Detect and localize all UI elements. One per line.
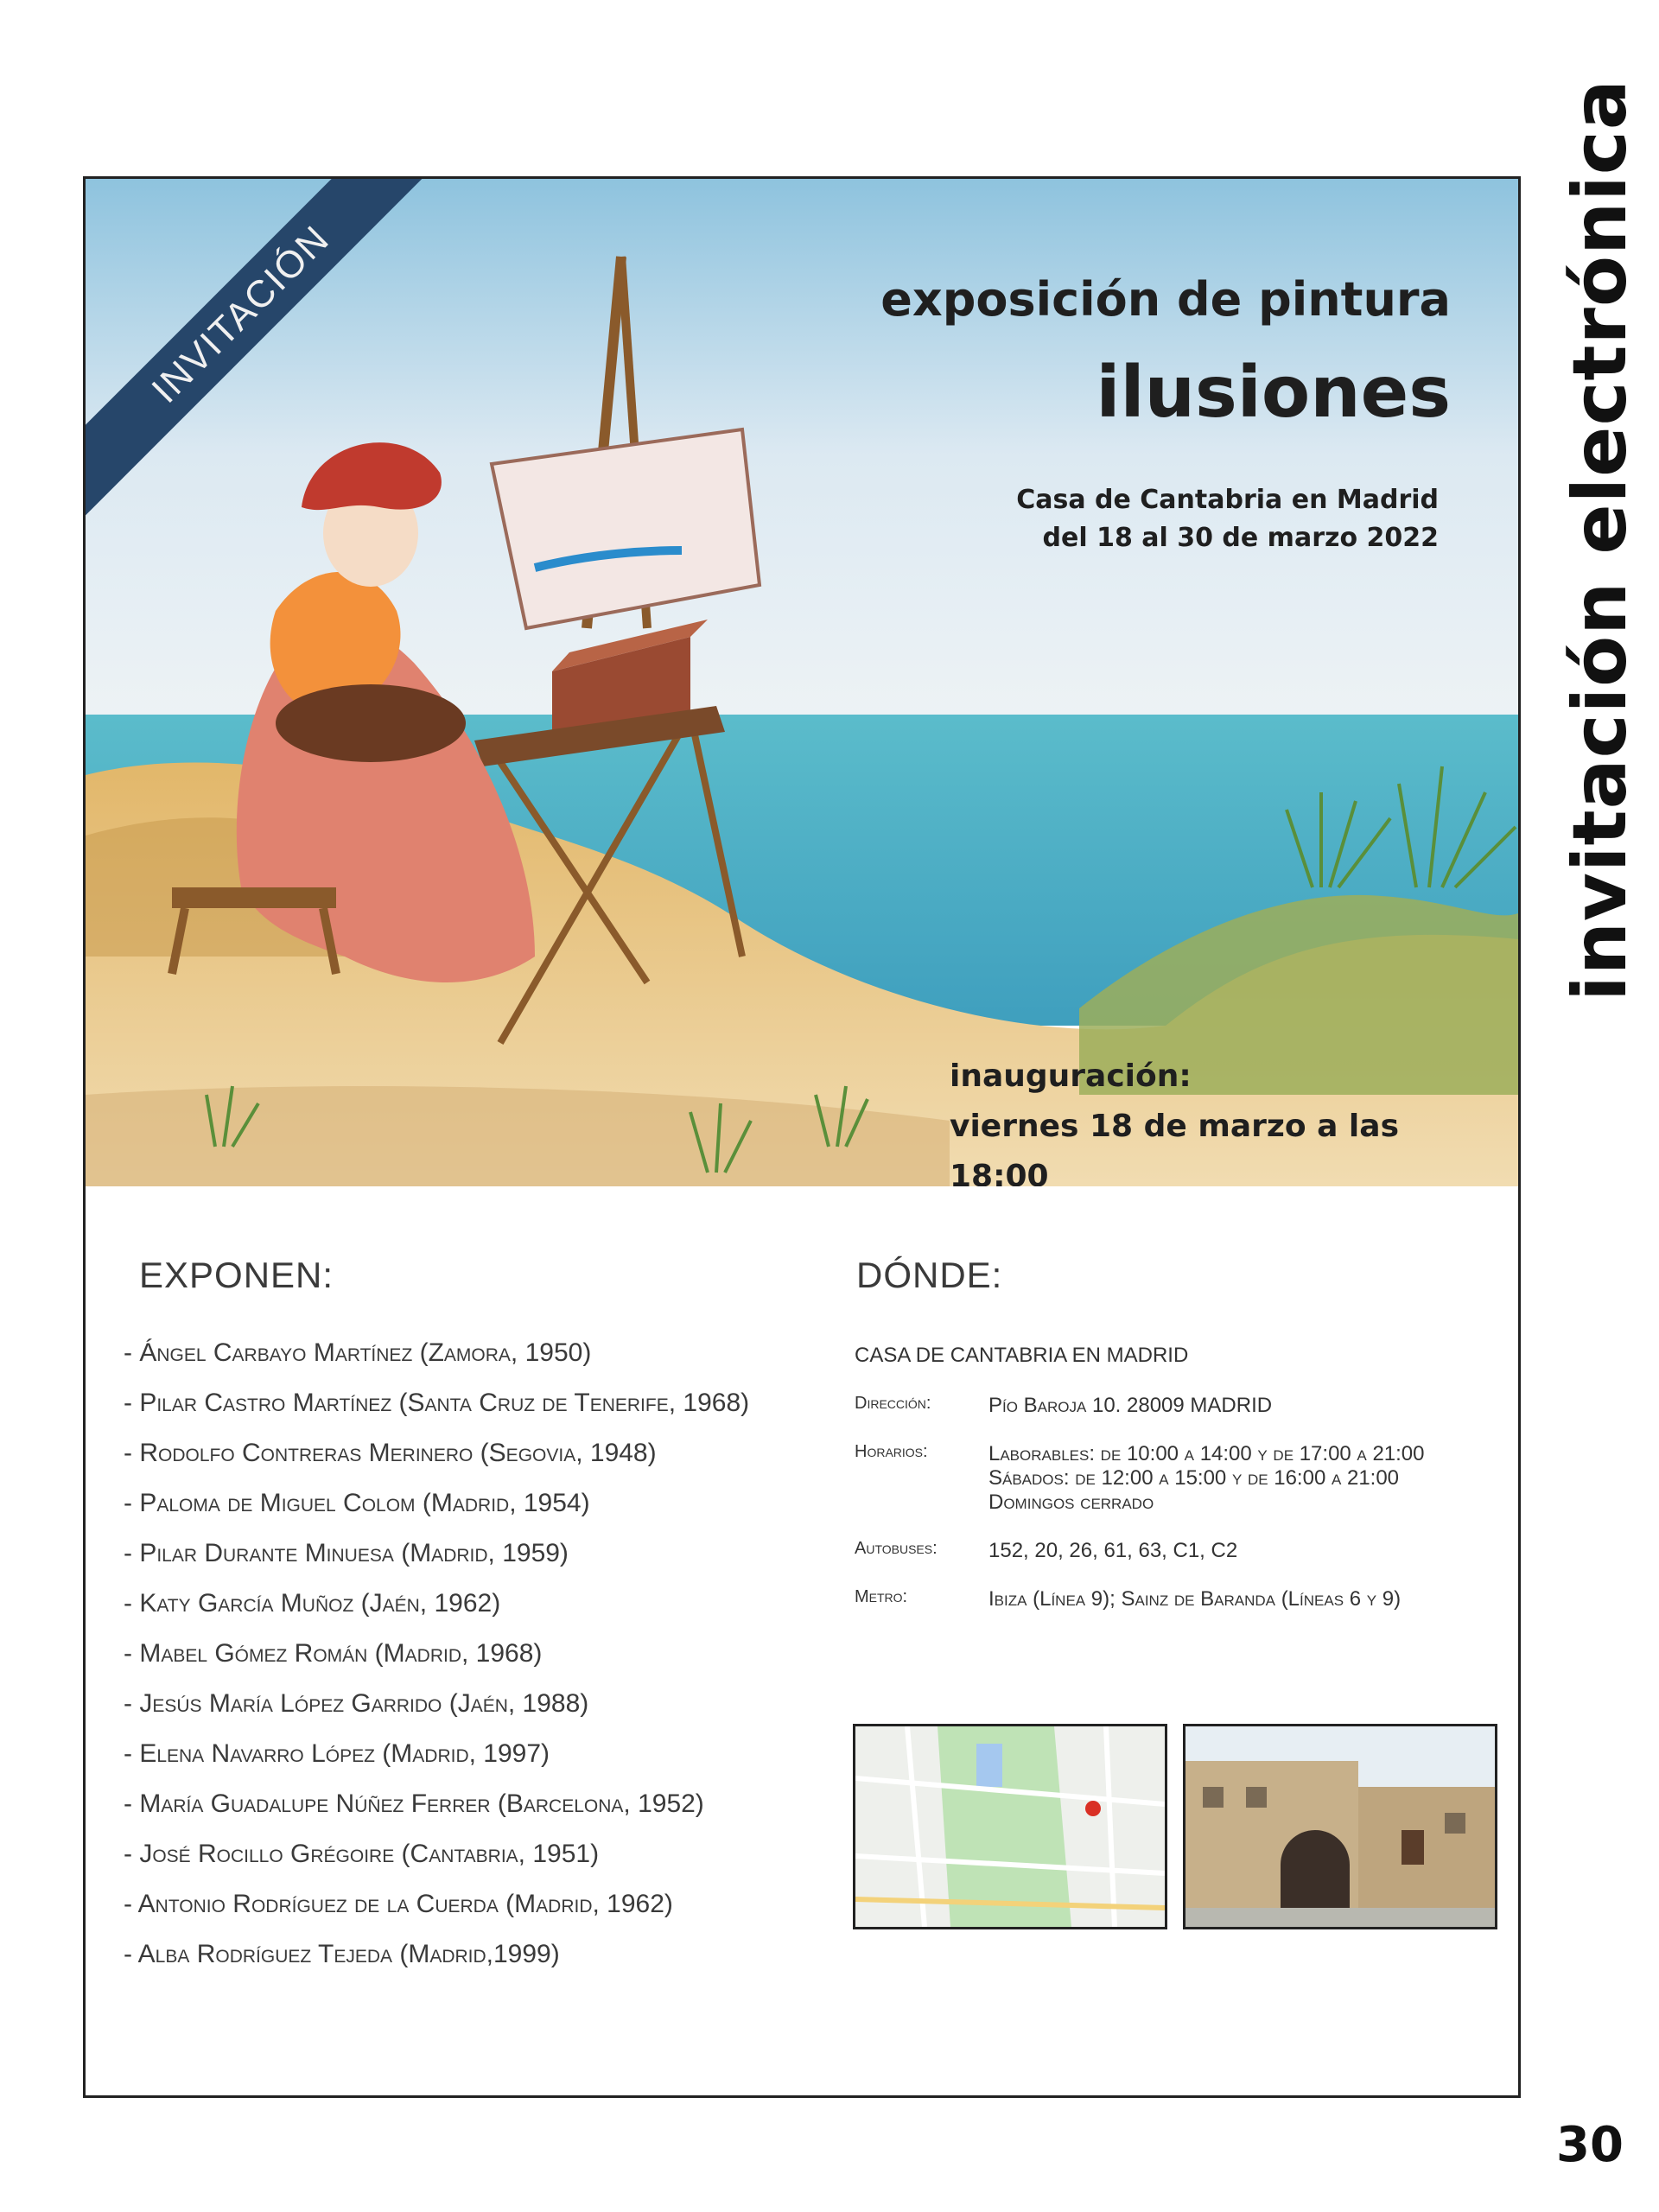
map-icon <box>855 1726 1165 1927</box>
list-item: - Rodolfo Contreras Merinero (Segovia, 1948) <box>124 1439 657 1467</box>
exhibitors-heading: EXPONEN: <box>139 1255 334 1295</box>
side-title: invitación electrónica <box>1557 79 1643 1001</box>
metro-label: Metro: <box>855 1587 908 1606</box>
metro-value: Ibiza (Línea 9); Sainz de Baranda (Líneas 6 y 9) <box>988 1587 1402 1611</box>
poster-artwork <box>86 179 1518 1186</box>
exhibitors-list <box>124 1328 749 1980</box>
where-heading: DÓNDE: <box>856 1255 1003 1295</box>
watercolor-painting <box>86 179 1518 1186</box>
list-item: - Katy García Muñoz (Jaén, 1962) <box>124 1589 501 1618</box>
hours-row <box>855 1442 1425 1515</box>
page-number: 30 <box>1556 2117 1624 2173</box>
poster-dates: del 18 al 30 de marzo 2022 <box>1042 523 1439 553</box>
hours-saturday: Sábados: de 12:00 a 15:00 y de 16:00 a 21:00 <box>988 1466 1400 1490</box>
invitation-card <box>83 176 1521 2098</box>
invitation-ribbon: INVITACIÓN <box>86 179 447 520</box>
poster-subtitle: exposición de pintura <box>880 272 1451 327</box>
where-venue: CASA DE CANTABRIA EN MADRID <box>855 1344 1189 1367</box>
poster-opening <box>950 1052 1451 1186</box>
list-item: - María Guadalupe Núñez Ferrer (Barcelona, 1952) <box>124 1789 704 1818</box>
opening-label: inauguración: <box>950 1058 1192 1094</box>
list-item: - Elena Navarro López (Madrid, 1997) <box>124 1739 550 1768</box>
address-label: Dirección: <box>855 1394 931 1413</box>
bus-row <box>855 1539 1425 1563</box>
poster-venue-dates <box>1016 481 1439 557</box>
list-item: - Pilar Durante Minuesa (Madrid, 1959) <box>124 1539 569 1567</box>
where-details <box>855 1344 1425 1636</box>
metro-row <box>855 1587 1425 1611</box>
list-item: - Paloma de Miguel Colom (Madrid, 1954) <box>124 1489 590 1517</box>
poster-venue: Casa de Cantabria en Madrid <box>1016 485 1439 515</box>
address-value: Pío Baroja 10. 28009 MADRID <box>988 1394 1273 1417</box>
list-item: - Mabel Gómez Román (Madrid, 1968) <box>124 1639 543 1668</box>
list-item: - Alba Rodríguez Tejeda (Madrid,1999) <box>124 1940 560 1968</box>
list-item: - José Rocillo Grégoire (Cantabria, 1951) <box>124 1840 600 1868</box>
hours-weekdays: Laborables: de 10:00 a 14:00 y de 17:00 a 21:00 <box>988 1442 1425 1465</box>
hours-label: Horarios: <box>855 1442 928 1461</box>
map-thumbnail[interactable] <box>853 1724 1167 1929</box>
opening-time: viernes 18 de marzo a las 18:00 <box>950 1109 1399 1186</box>
address-row <box>855 1394 1425 1418</box>
list-item: - Antonio Rodríguez de la Cuerda (Madrid, 1962) <box>124 1890 673 1918</box>
building-photo[interactable] <box>1183 1724 1497 1929</box>
building-icon <box>1185 1726 1495 1927</box>
list-item: - Jesús María López Garrido (Jaén, 1988) <box>124 1689 589 1718</box>
list-item: - Pilar Castro Martínez (Santa Cruz de Tenerife, 1968) <box>124 1389 750 1417</box>
list-item: - Ángel Carbayo Martínez (Zamora, 1950) <box>124 1338 592 1367</box>
hours-sunday: Domingos cerrado <box>988 1491 1154 1514</box>
poster-title: ilusiones <box>1096 352 1451 434</box>
bus-label: Autobuses: <box>855 1539 938 1558</box>
bus-value: 152, 20, 26, 61, 63, C1, C2 <box>988 1539 1238 1562</box>
